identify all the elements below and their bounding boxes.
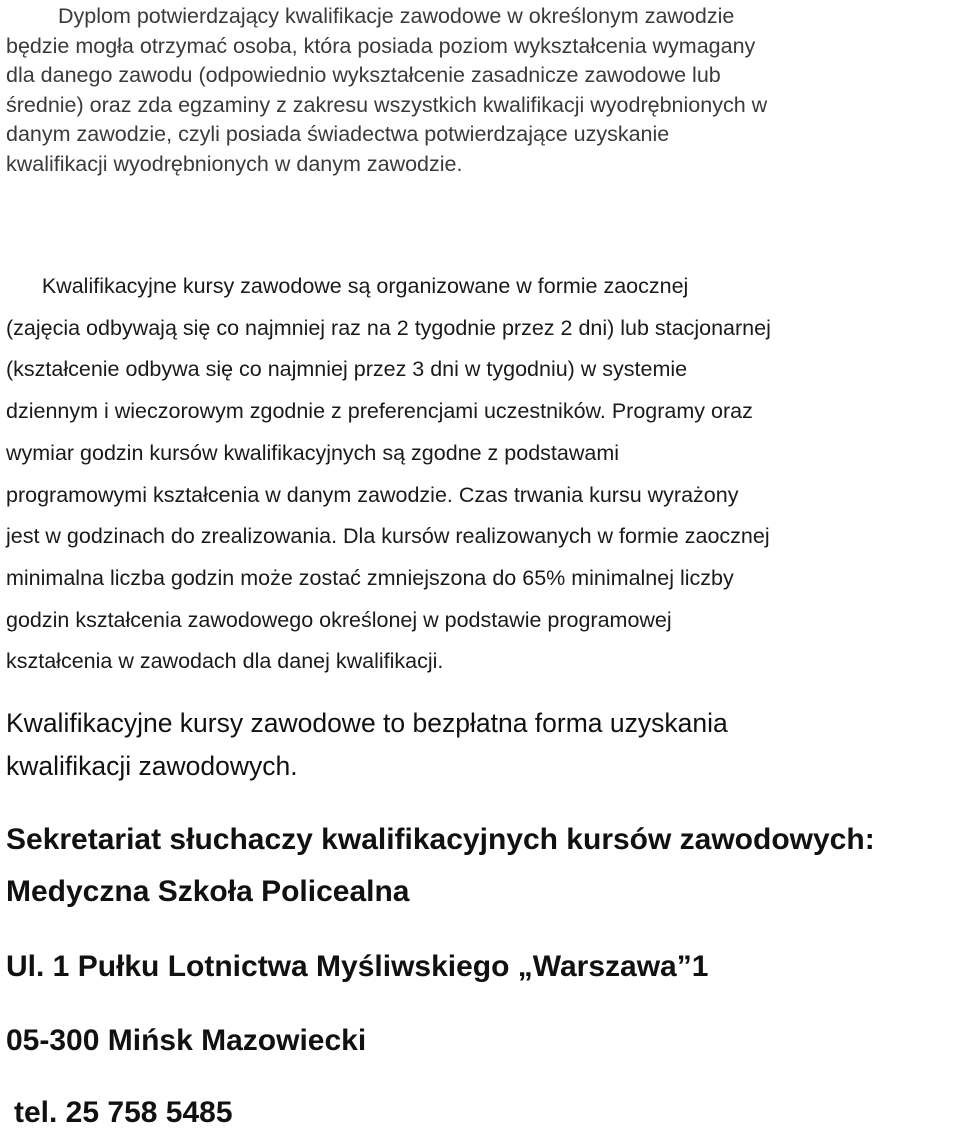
text-line: danym zawodzie, czyli posiada świadectwa potwierdzające uzyskanie (6, 122, 670, 147)
text-line: średnie) oraz zda egzaminy z zakresu wszystkich kwalifikacji wyodrębnionych w (6, 92, 768, 117)
text-line: będzie mogła otrzymać osoba, która posiada poziom wykształcenia wymagany (6, 33, 756, 58)
text-line: Kwalifikacyjne kursy zawodowe to bezpłatna forma uzyskania (6, 708, 728, 738)
text-line: dla danego zawodu (odpowiednio wykształcenie zasadnicze zawodowe lub (6, 63, 721, 88)
text-line: programowymi kształcenia w danym zawodzie. Czas trwania kursu wyrażony (6, 482, 739, 507)
text-line: (kształcenie odbywa się co najmniej przez 3 dni w tygodniu) w systemie (6, 357, 688, 382)
text-line: kształcenia w zawodach dla danej kwalifikacji. (6, 649, 444, 674)
text-line: Kwalifikacyjne kursy zawodowe są organizowane w formie zaocznej (6, 274, 689, 298)
school-name: Medyczna Szkoła Policealna (6, 875, 410, 908)
free-courses-paragraph (6, 702, 728, 788)
text-line: godzin kształcenia zawodowego określonej w podstawie programowej (6, 607, 672, 632)
phone-number: tel. 25 758 5485 (14, 1096, 233, 1129)
text-line: kwalifikacji zawodowych. (6, 751, 298, 781)
diploma-paragraph (6, 2, 767, 180)
courses-paragraph (6, 266, 771, 683)
text-line: jest w godzinach do zrealizowania. Dla kursów realizowanych w formie zaocznej (6, 524, 770, 549)
text-line: minimalna liczba godzin może zostać zmniejszona do 65% minimalnej liczby (6, 565, 734, 590)
street-address: Ul. 1 Pułku Lotnictwa Myśliwskiego „Warszawa”1 (6, 950, 709, 983)
city-address: 05-300 Mińsk Mazowiecki (6, 1024, 367, 1057)
secretariat-heading: Sekretariat słuchaczy kwalifikacyjnych kursów zawodowych: (6, 823, 875, 856)
text-line: kwalifikacji wyodrębnionych w danym zawodzie. (6, 151, 463, 176)
text-line: Dyplom potwierdzający kwalifikacje zawodowe w określonym zawodzie (58, 4, 735, 28)
text-line: wymiar godzin kursów kwalifikacyjnych są zgodne z podstawami (6, 440, 620, 465)
text-line: dziennym i wieczorowym zgodnie z preferencjami uczestników. Programy oraz (6, 399, 753, 424)
text-line: (zajęcia odbywają się co najmniej raz na 2 tygodnie przez 2 dni) lub stacjonarnej (6, 315, 771, 340)
